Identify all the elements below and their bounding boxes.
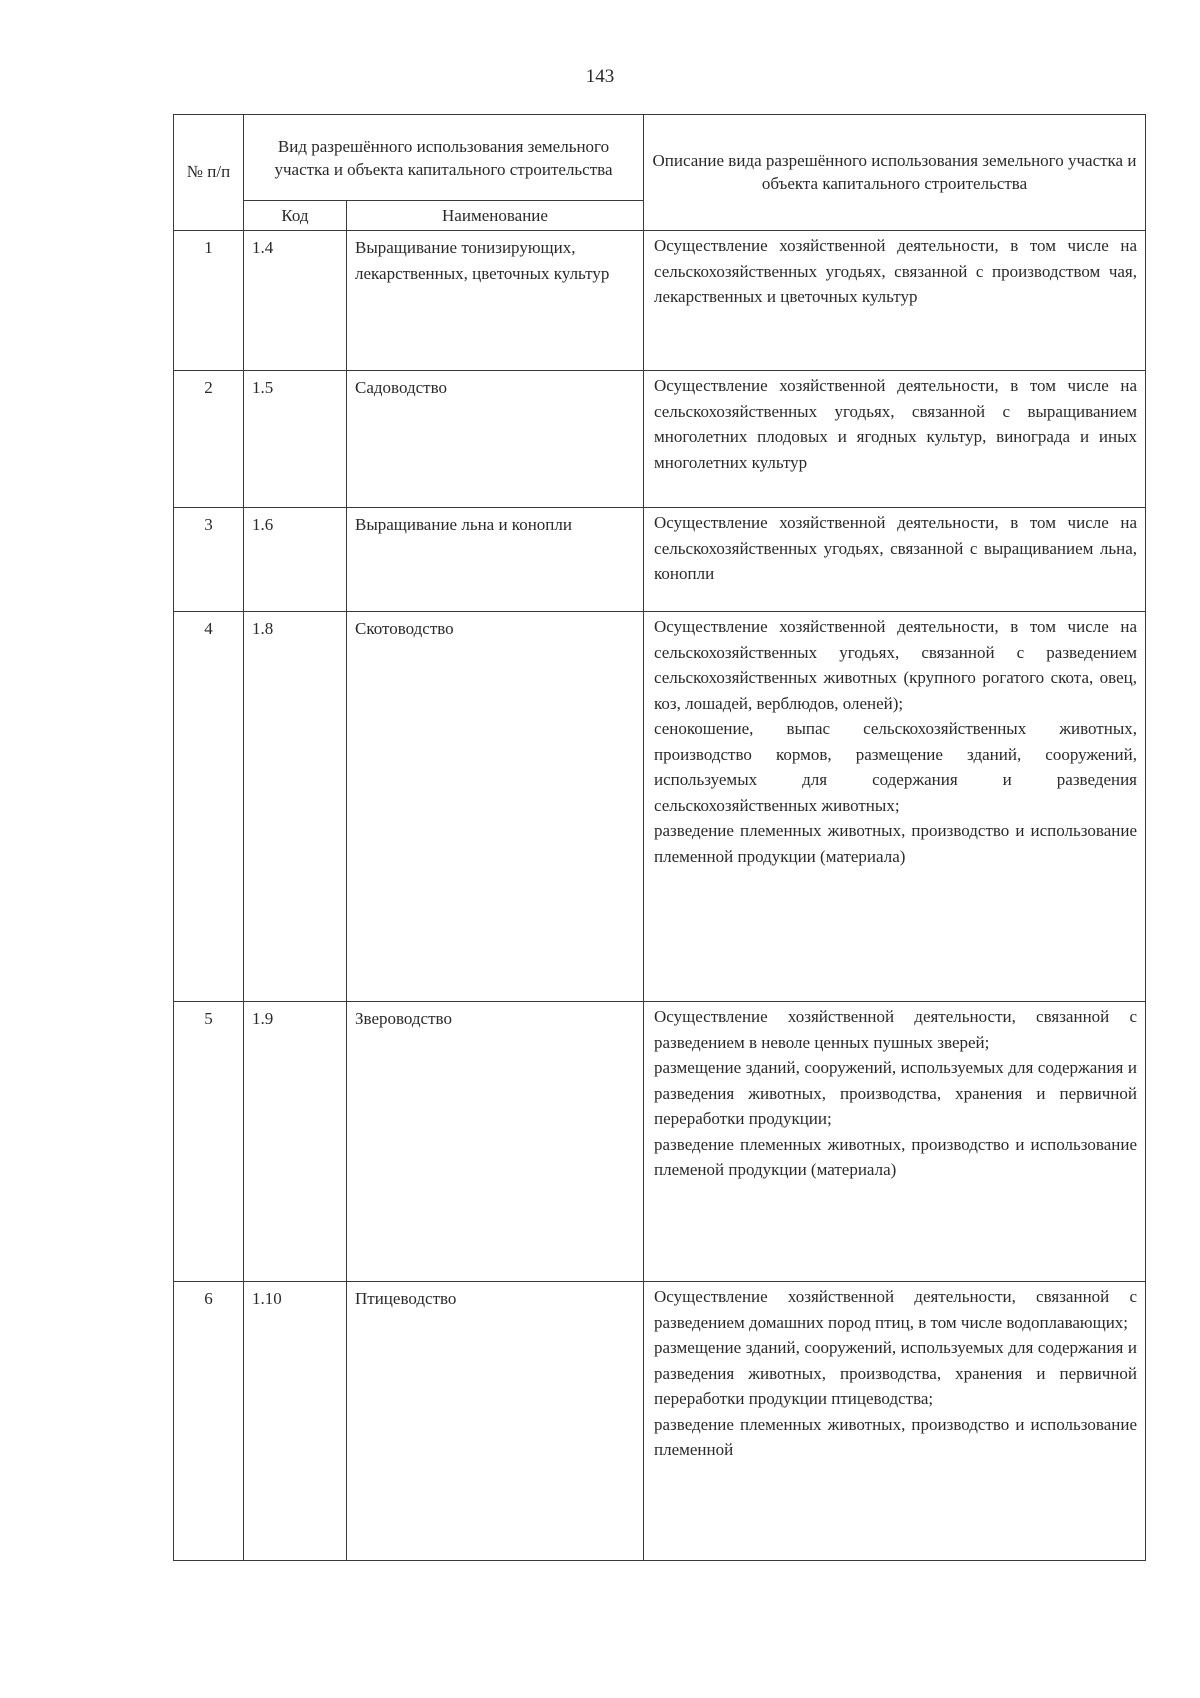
description-paragraph: Осуществление хозяйственной деятельности, в том числе на сельскохозяйственных угодьях, связанной с выращиванием многолетних плодовых и ягодных культур, винограда и иных многолетних культур bbox=[654, 376, 1137, 472]
page-number: 143 bbox=[585, 66, 615, 87]
row-number: 1 bbox=[174, 231, 244, 371]
row-code: 1.8 bbox=[244, 612, 347, 1002]
description-paragraph: Осуществление хозяйственной деятельности, в том числе на сельскохозяйственных угодьях, связанной с выращиванием льна, конопли bbox=[654, 513, 1137, 583]
row-code: 1.5 bbox=[244, 371, 347, 508]
table-row bbox=[174, 612, 1146, 1002]
description-paragraph: разведение племенных животных, производство и использование племенной продукции (материала) bbox=[654, 821, 1137, 866]
header-code: Код bbox=[244, 201, 347, 231]
row-description bbox=[644, 371, 1146, 508]
row-description bbox=[644, 1282, 1146, 1561]
row-code: 1.4 bbox=[244, 231, 347, 371]
row-name: Садоводство bbox=[347, 371, 644, 508]
row-name: Звероводство bbox=[347, 1002, 644, 1282]
description-paragraph: разведение племенных животных, производство и использование племенной bbox=[654, 1414, 1137, 1459]
description-paragraph: Осуществление хозяйственной деятельности, связанной с разведением домашних пород птиц, в том числе водоплавающих; bbox=[654, 1287, 1137, 1332]
land-use-table bbox=[173, 114, 1146, 1561]
row-code: 1.6 bbox=[244, 508, 347, 612]
row-number: 4 bbox=[174, 612, 244, 1002]
row-name: Выращивание льна и конопли bbox=[347, 508, 644, 612]
row-number: 5 bbox=[174, 1002, 244, 1282]
description-paragraph: размещение зданий, сооружений, используемых для содержания и разведения животных, производства, хранения и первичной переработки продукции птицеводства; bbox=[654, 1338, 1137, 1408]
description-paragraph: Осуществление хозяйственной деятельности, в том числе на сельскохозяйственных угодьях, связанной с разведением сельскохозяйственных животных (крупного рогатого скота, овец, коз, лошадей, верблюдов, оленей); bbox=[654, 617, 1137, 713]
row-code: 1.10 bbox=[244, 1282, 347, 1561]
table-row bbox=[174, 371, 1146, 508]
row-description bbox=[644, 612, 1146, 1002]
header-group: Вид разрешённого использования земельного участка и объекта капитального строительства bbox=[244, 115, 644, 201]
row-description bbox=[644, 1002, 1146, 1282]
description-paragraph: Осуществление хозяйственной деятельности, в том числе на сельскохозяйственных угодьях, связанной с производством чая, лекарственных и цветочных культур bbox=[654, 236, 1137, 306]
row-number: 2 bbox=[174, 371, 244, 508]
row-number: 6 bbox=[174, 1282, 244, 1561]
description-paragraph: сенокошение, выпас сельскохозяйственных животных, производство кормов, размещение зданий, сооружений, используемых для содержания и разведения сельскохозяйственных животных; bbox=[654, 719, 1137, 815]
table-row bbox=[174, 508, 1146, 612]
row-code: 1.9 bbox=[244, 1002, 347, 1282]
row-name: Выращивание тонизирующих, лекарственных, цветочных культур bbox=[347, 231, 644, 371]
row-description bbox=[644, 508, 1146, 612]
description-paragraph: размещение зданий, сооружений, используемых для содержания и разведения животных, производства, хранения и первичной переработки продукции; bbox=[654, 1058, 1137, 1128]
row-name: Скотоводство bbox=[347, 612, 644, 1002]
description-paragraph: разведение племенных животных, производство и использование племеной продукции (материала) bbox=[654, 1134, 1137, 1179]
table-row bbox=[174, 231, 1146, 371]
header-name: Наименование bbox=[347, 201, 644, 231]
table-row bbox=[174, 1002, 1146, 1282]
header-description: Описание вида разрешённого использования земельного участка и объекта капитального строительства bbox=[644, 115, 1146, 231]
row-name: Птицеводство bbox=[347, 1282, 644, 1561]
header-num: № п/п bbox=[174, 115, 244, 231]
table-row bbox=[174, 1282, 1146, 1561]
row-number: 3 bbox=[174, 508, 244, 612]
description-paragraph: Осуществление хозяйственной деятельности, связанной с разведением в неволе ценных пушных зверей; bbox=[654, 1007, 1137, 1052]
row-description bbox=[644, 231, 1146, 371]
